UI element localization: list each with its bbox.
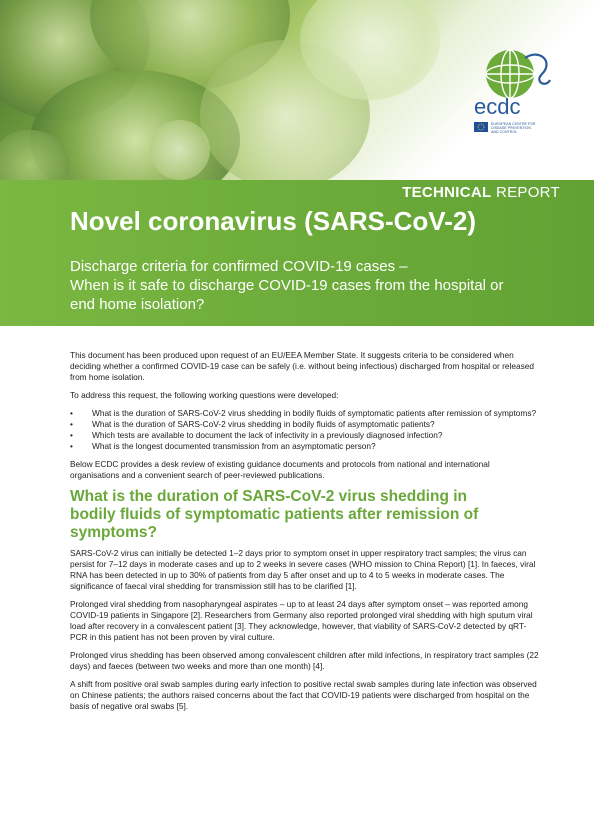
body-paragraph: A shift from positive oral swab samples during early infection to positive rectal swab samples during late infection was observed on Chinese patients; the authors raised concerns about the fact that COVID-19 patients were discharged from hospital on the basis of negative oral swabs [5]. xyxy=(70,679,537,711)
document-body xyxy=(70,350,540,719)
subtitle-line: end home isolation? xyxy=(70,296,205,313)
heading-line: bodily fluids of symptomatic patients after remission of xyxy=(70,506,479,523)
document-title: Novel coronavirus (SARS-CoV-2) xyxy=(70,206,476,236)
ecdc-logo xyxy=(470,44,560,140)
logo-text: ecdc xyxy=(474,94,521,119)
list-item: • What is the longest documented transmission from an asymptomatic person? xyxy=(70,441,540,452)
working-questions-list xyxy=(70,408,540,452)
intro-paragraph: This document has been produced upon request of an EU/EEA Member State. It suggests criteria to be considered when deciding whether a confirmed COVID-19 case can be safely (i.e. without being infectious) discharged from hospital or released from home isolation. xyxy=(70,350,534,382)
subtitle-line: Discharge criteria for confirmed COVID-19 cases – xyxy=(70,258,408,275)
report-type-bold: TECHNICAL xyxy=(402,184,492,201)
heading-line: What is the duration of SARS-CoV-2 virus shedding in xyxy=(70,488,467,505)
cover-image xyxy=(0,0,594,180)
document-subtitle xyxy=(70,257,570,314)
heading-line: symptoms? xyxy=(70,524,157,541)
subtitle-line: When is it safe to discharge COVID-19 cases from the hospital or xyxy=(70,277,504,294)
globe-logo-icon xyxy=(470,44,560,140)
list-item: • What is the duration of SARS-CoV-2 virus shedding in bodily fluids of asymptomatic patients? xyxy=(70,419,540,430)
intro-paragraph: Below ECDC provides a desk review of existing guidance documents and protocols from national and international organisations and a convenient search of peer-reviewed publications. xyxy=(70,459,490,480)
section-heading xyxy=(70,488,540,542)
list-item: • Which tests are available to document the lack of infectivity in a previously diagnosed infection? xyxy=(70,430,540,441)
body-paragraph: Prolonged virus shedding has been observed among convalescent children after mild infections, in respiratory tract samples (22 days) and faeces (between two weeks and more than one month) [4]. xyxy=(70,650,539,671)
list-item: • What is the duration of SARS-CoV-2 virus shedding in bodily fluids of symptomatic patients after remission of symptoms? xyxy=(70,408,540,419)
intro-paragraph: To address this request, the following working questions were developed: xyxy=(70,390,339,400)
svg-text:EUROPEAN CENTRE FOR: EUROPEAN CENTRE FOR xyxy=(491,122,536,126)
body-paragraph: SARS-CoV-2 virus can initially be detected 1–2 days prior to symptom onset in upper respiratory tract samples; the virus can persist for 7–12 days in moderate cases and up to 2 weeks in severe cases (WHO mission to China Report) [1]. In faeces, viral RNA has been detected in up to 30% of patients from day 5 after onset and up to 4 to 5 weeks in moderate cases. The significance of faecal viral shedding for transmission still has to be clarified [1]. xyxy=(70,548,536,591)
svg-text:DISEASE PREVENTION: DISEASE PREVENTION xyxy=(491,126,531,130)
report-type-label xyxy=(402,184,560,201)
report-type-light: REPORT xyxy=(491,184,560,201)
svg-text:AND CONTROL: AND CONTROL xyxy=(491,130,518,134)
body-paragraph: Prolonged viral shedding from nasopharyngeal aspirates – up to at least 24 days after symptom onset – was reported among COVID-19 patients in Singapore [2]. Researchers from Germany also reported prolonged viral shedding with high sputum viral load after recovery in a convalescent patient [3]. They acknowledge, however, that viability of SARS-CoV-2 detected by qRT-PCR in this patient has not been proven by viral culture. xyxy=(70,599,533,642)
